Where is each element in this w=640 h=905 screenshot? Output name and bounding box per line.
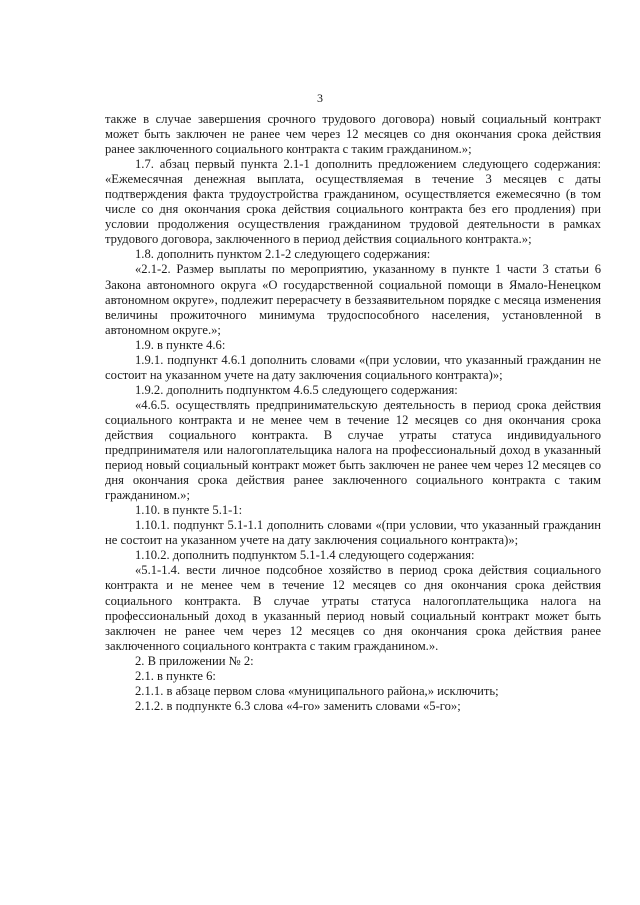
paragraph: «4.6.5. осуществлять предпринимательскую деятельность в период срока действия социального контракта и не менее чем в течение 12 месяцев со дня окончания срока действия социального контракта. В случае утраты статуса индивидуального предпринимателя или налогоплательщика налога на профессиональный доход в указанный период новый социальный контракт может быть заключен не ранее чем через 12 месяцев со дня окончания срока действия ранее заключенного социального контракта с таким гражданином.»; [105,397,601,503]
paragraph: «2.1-2. Размер выплаты по мероприятию, указанному в пункте 1 части 3 статьи 6 Закона автономного округа «О государственной социальной помощи в Ямало-Ненецком автономном округе», подлежит перерасчету в беззаявительном порядке с месяца изменения величины прожиточного минимума трудоспособного населения, установленной в автономном округе.»; [105,262,601,337]
paragraph: 1.9.1. подпункт 4.6.1 дополнить словами «(при условии, что указанный гражданин не состоит на указанном учете на дату заключения социального контракта)»; [105,352,601,382]
paragraph: также в случае завершения срочного трудового договора) новый социальный контракт может быть заключен не ранее чем через 12 месяцев со дня окончания срока действия ранее заключенного социального контракта с таким гражданином.»; [105,112,601,157]
paragraph: 2. В приложении № 2: [135,653,254,668]
paragraph: 1.9. в пункте 4.6: [135,337,226,352]
paragraph: 1.8. дополнить пунктом 2.1-2 следующего содержания: [135,247,431,262]
document-body [105,112,601,714]
paragraph: «5.1-1.4. вести личное подсобное хозяйство в период срока действия социального контракта и не менее чем в течение 12 месяцев со дня окончания срока действия социального контракта. В случае утраты статуса налогоплательщика налога на профессиональный доход в указанный период новый социальный контракт может быть заключен не ранее чем через 12 месяцев со дня окончания срока действия ранее заключенного социального контракта с таким гражданином.». [105,563,601,653]
paragraph: 2.1.1. в абзаце первом слова «муниципального района,» исключить; [135,683,499,698]
paragraph: 2.1.2. в подпункте 6.3 слова «4-го» заменить словами «5-го»; [135,698,461,713]
paragraph: 2.1. в пункте 6: [135,668,216,683]
paragraph: 1.9.2. дополнить подпунктом 4.6.5 следующего содержания: [135,382,458,397]
paragraph: 1.10. в пункте 5.1-1: [135,503,243,518]
paragraph: 1.7. абзац первый пункта 2.1-1 дополнить предложением следующего содержания: «Ежемесячная денежная выплата, осуществляемая в течение 3 месяцев с даты подтверждения факта трудоустройства гражданином, осуществляется ежемесячно (в том числе со дня окончания срока действия социального контракта без его продления) при условии продолжения осуществления гражданином трудовой деятельности в рамках трудового договора, заключенного в период действия социального контракта.»; [105,157,601,247]
paragraph: 1.10.2. дополнить подпунктом 5.1-1.4 следующего содержания: [135,548,475,563]
paragraph: 1.10.1. подпункт 5.1-1.1 дополнить словами «(при условии, что указанный гражданин не состоит на указанном учете на дату заключения социального контракта)»; [105,518,601,548]
page-number: 3 [317,91,323,105]
